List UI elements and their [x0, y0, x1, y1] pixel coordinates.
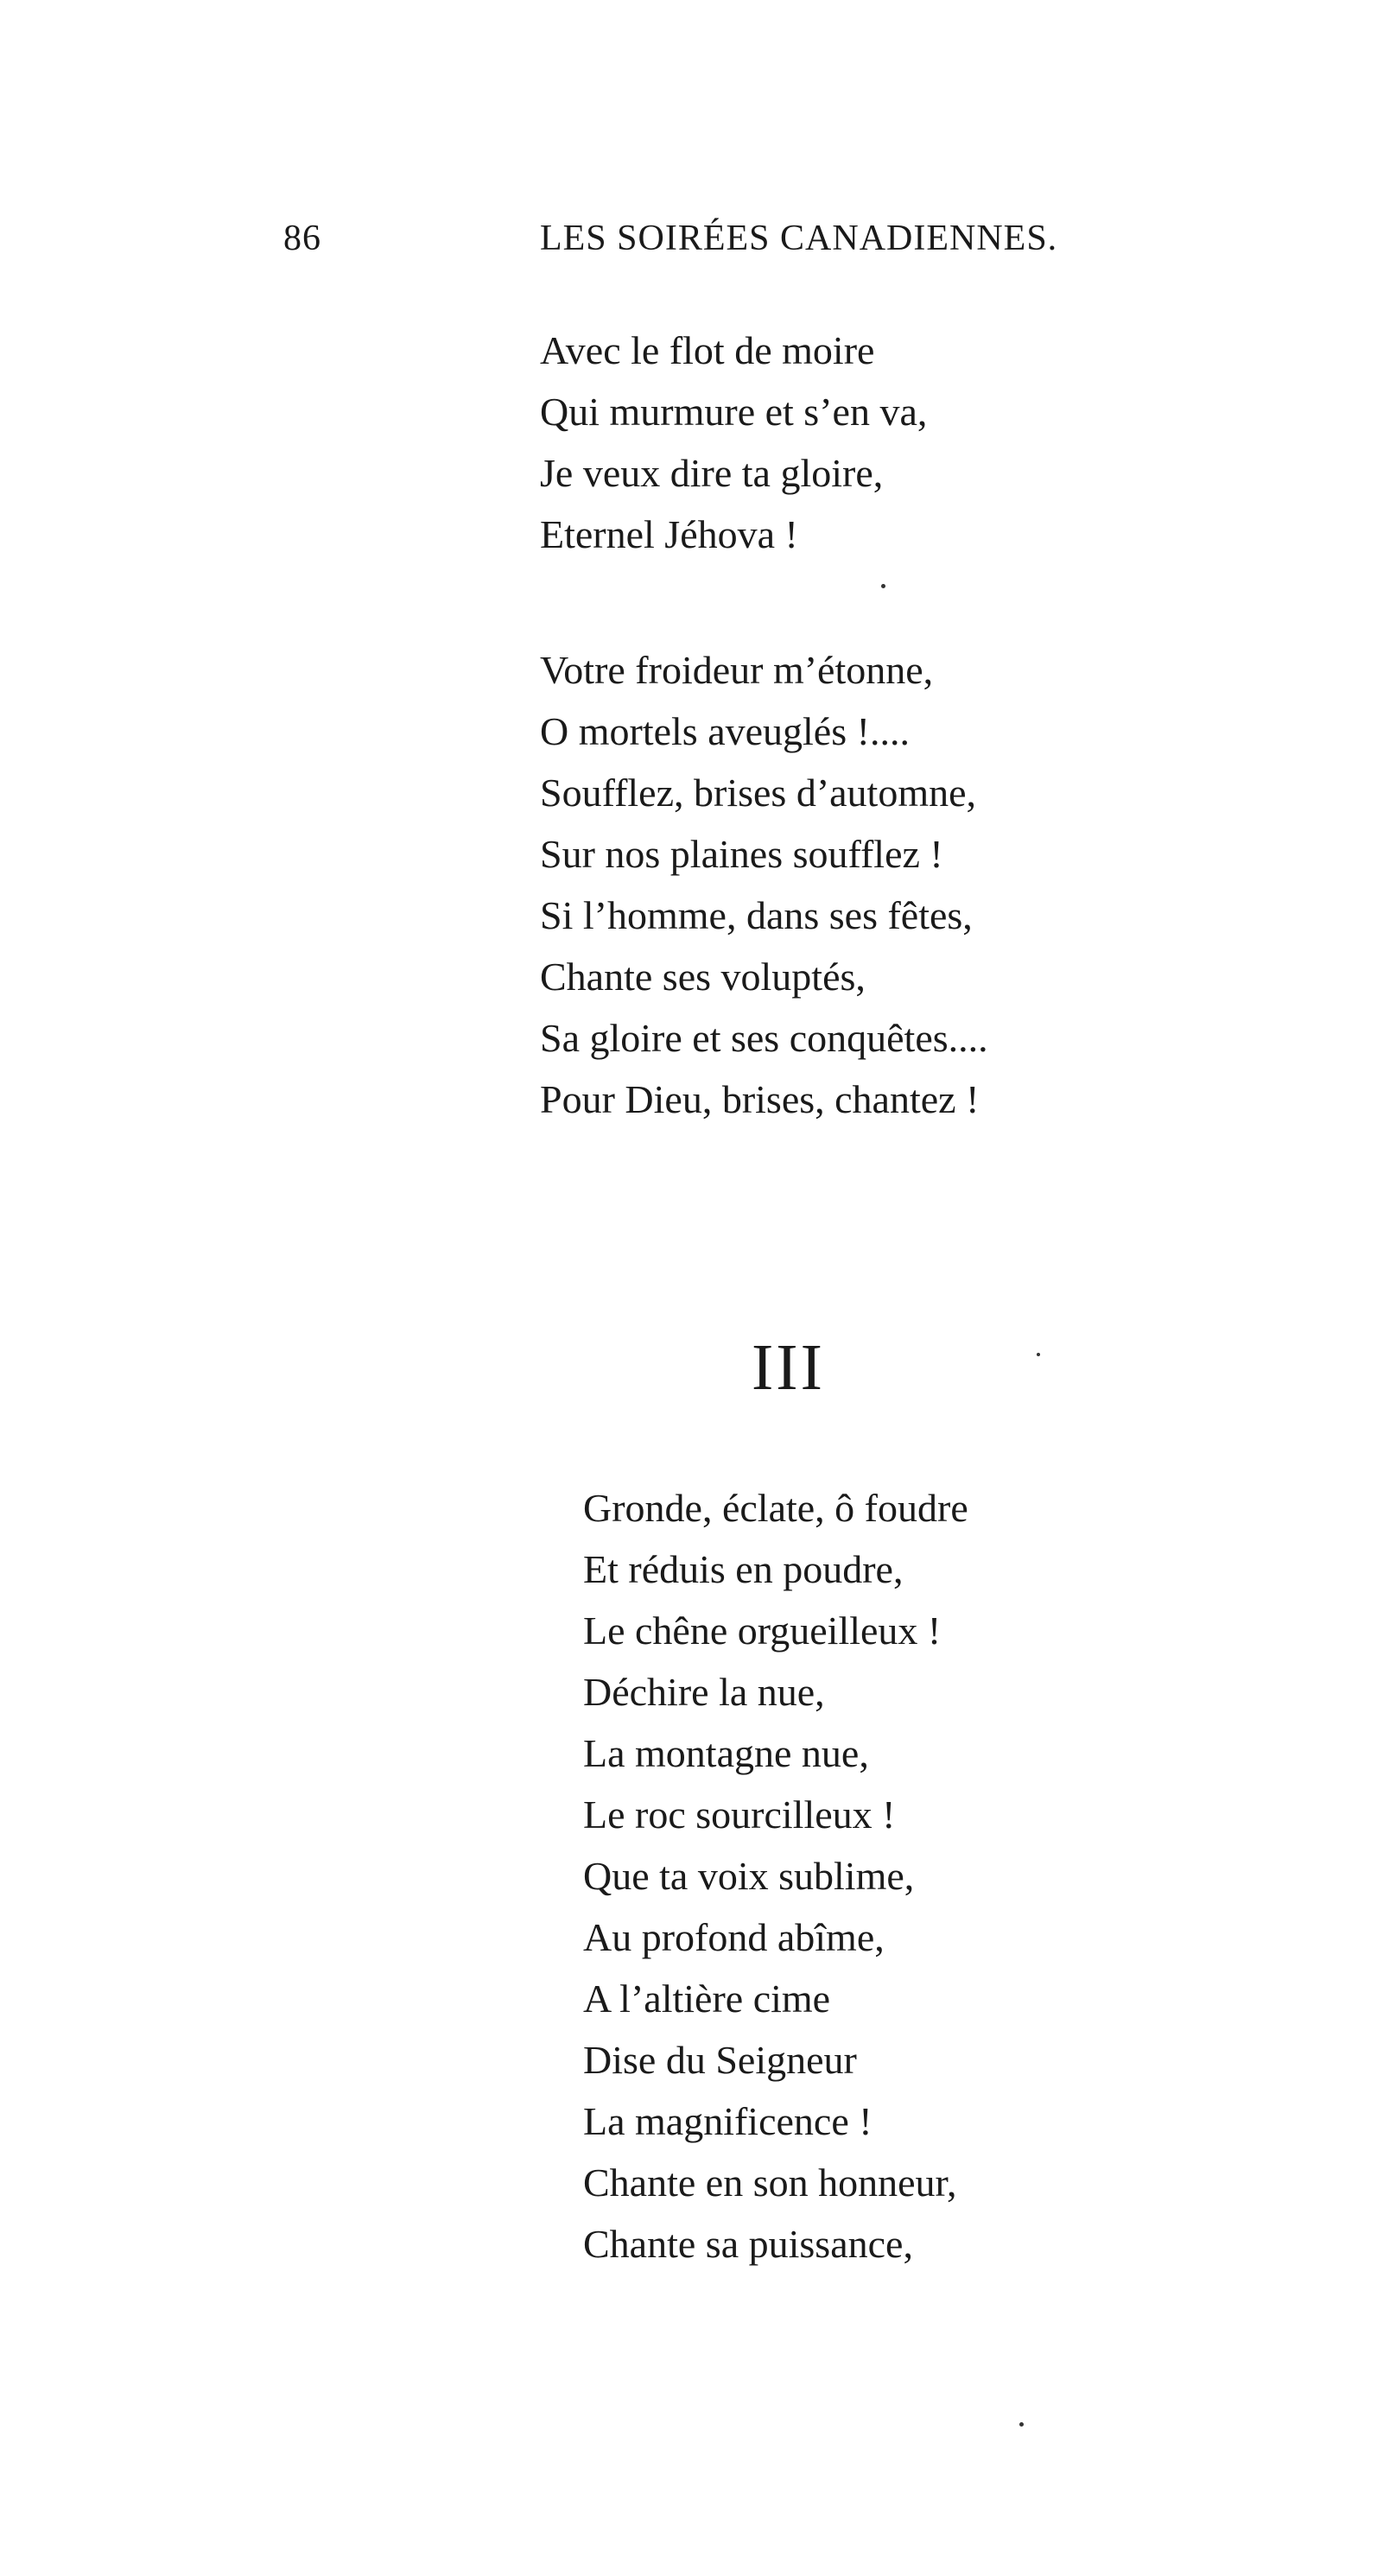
verse-line: O mortels aveuglés !.... [540, 709, 910, 753]
verse-line: Qui murmure et s’en va, [540, 390, 928, 434]
verse-line: Avec le flot de moire [540, 328, 875, 372]
verse-line: La montagne nue, [583, 1731, 869, 1775]
ink-speck [1019, 2422, 1024, 2427]
ink-speck [881, 584, 885, 588]
section-numeral: III [752, 1331, 825, 1404]
verse-line: Votre froideur m’étonne, [540, 648, 934, 692]
running-head: LES SOIRÉES CANADIENNES. [540, 219, 1058, 258]
verse-line: Gronde, éclate, ô foudre [583, 1486, 968, 1530]
verse-line: Au profond abîme, [583, 1915, 885, 1959]
verse-line: Déchire la nue, [583, 1670, 825, 1714]
stanza [540, 320, 927, 565]
stanza [540, 639, 988, 1130]
verse-line: Chante ses voluptés, [540, 955, 866, 999]
verse-line: Soufflez, brises d’automne, [540, 771, 977, 815]
verse-line: Le chêne orgueilleux ! [583, 1608, 942, 1653]
verse-line: Le roc sourcilleux ! [583, 1792, 896, 1837]
verse-line: Dise du Seigneur [583, 2038, 857, 2082]
verse-line: Eternel Jéhova ! [540, 512, 798, 556]
verse-line: A l’altière cime [583, 1976, 831, 2021]
stanza [583, 1477, 968, 2275]
verse-line: Si l’homme, dans ses fêtes, [540, 893, 973, 937]
verse-line: Je veux dire ta gloire, [540, 451, 884, 495]
ink-speck [1037, 1353, 1040, 1356]
verse-line: La magnificence ! [583, 2099, 873, 2143]
verse-line: Sur nos plaines soufflez ! [540, 832, 943, 876]
verse-line: Et réduis en poudre, [583, 1547, 904, 1591]
verse-line: Sa gloire et ses conquêtes.... [540, 1016, 988, 1060]
verse-line: Chante en son honneur, [583, 2160, 957, 2205]
verse-line: Pour Dieu, brises, chantez ! [540, 1077, 980, 1121]
verse-line: Chante sa puissance, [583, 2222, 913, 2266]
verse-line: Que ta voix sublime, [583, 1854, 915, 1898]
page-number: 86 [283, 219, 321, 258]
